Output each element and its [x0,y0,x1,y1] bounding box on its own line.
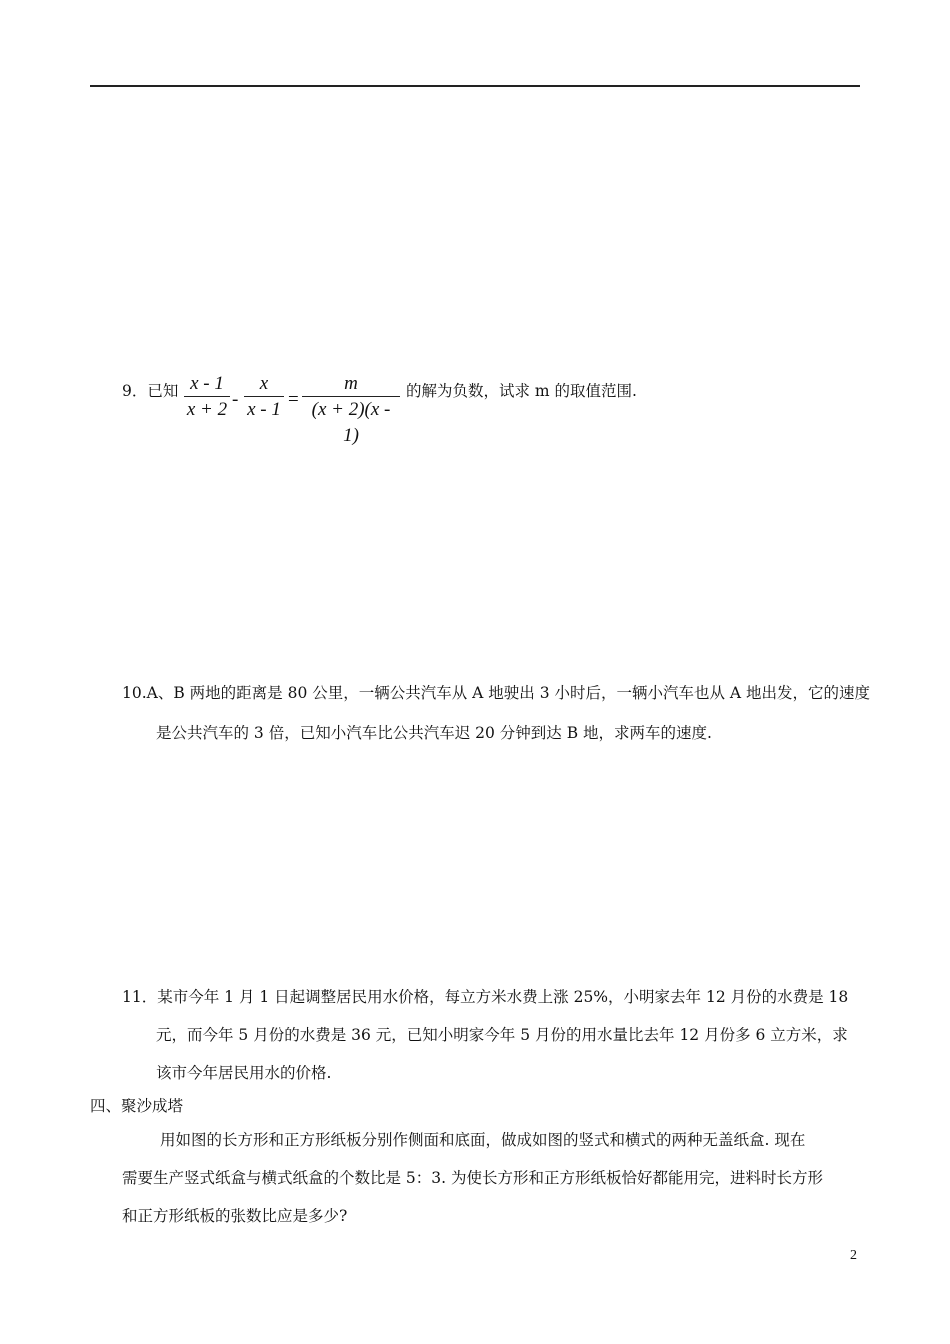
q10-line-2: 是公共汽车的 3 倍，已知小汽车比公共汽车迟 20 分钟到达 B 地，求两车的速度. [156,724,712,742]
q9-frac3-numerator: m [302,372,400,397]
section4-line-3: 和正方形纸板的张数比应是多少? [122,1207,348,1225]
q9-frac2-numerator: x [244,372,284,397]
q9-fraction-2 [244,372,284,421]
q11-line-3: 该市今年居民用水的价格. [156,1064,332,1082]
q9-prefix: 9．已知 [122,382,179,400]
q9-frac1-denominator: x + 2 [186,399,228,420]
section4-heading: 四、聚沙成塔 [90,1097,184,1115]
q9-frac1-numerator: x - 1 [184,372,230,397]
q9-suffix: 的解为负数，试求 m 的取值范围. [406,382,637,400]
page-number: 2 [850,1248,857,1263]
q11-line-1: 11．某市今年 1 月 1 日起调整居民用水价格，每立方米水费上涨 25%，小明家去年 12 月份的水费是 18 [122,988,849,1006]
q9-frac3-denominator: (x + 2)(x - 1) [311,399,391,446]
q9-equals-sign: = [288,389,299,410]
q9-minus-sign: - [232,389,239,410]
section4-line-2: 需要生产竖式纸盒与横式纸盒的个数比是 5：3. 为使长方形和正方形纸板恰好都能用完，进料时长方形 [122,1169,824,1187]
section4-line-1: 用如图的长方形和正方形纸板分别作侧面和底面，做成如图的竖式和横式的两种无盖纸盒. 现在 [160,1131,806,1149]
q9-frac2-denominator: x - 1 [247,399,281,420]
q9-fraction-1 [184,372,230,421]
header-rule [90,85,860,87]
q9-fraction-3 [302,372,400,446]
q11-line-2: 元，而今年 5 月份的水费是 36 元，已知小明家今年 5 月份的用水量比去年 12 月份多 6 立方米，求 [156,1026,848,1044]
q10-line-1: 10.A、B 两地的距离是 80 公里，一辆公共汽车从 A 地驶出 3 小时后，一辆小汽车也从 A 地出发，它的速度 [122,684,871,702]
